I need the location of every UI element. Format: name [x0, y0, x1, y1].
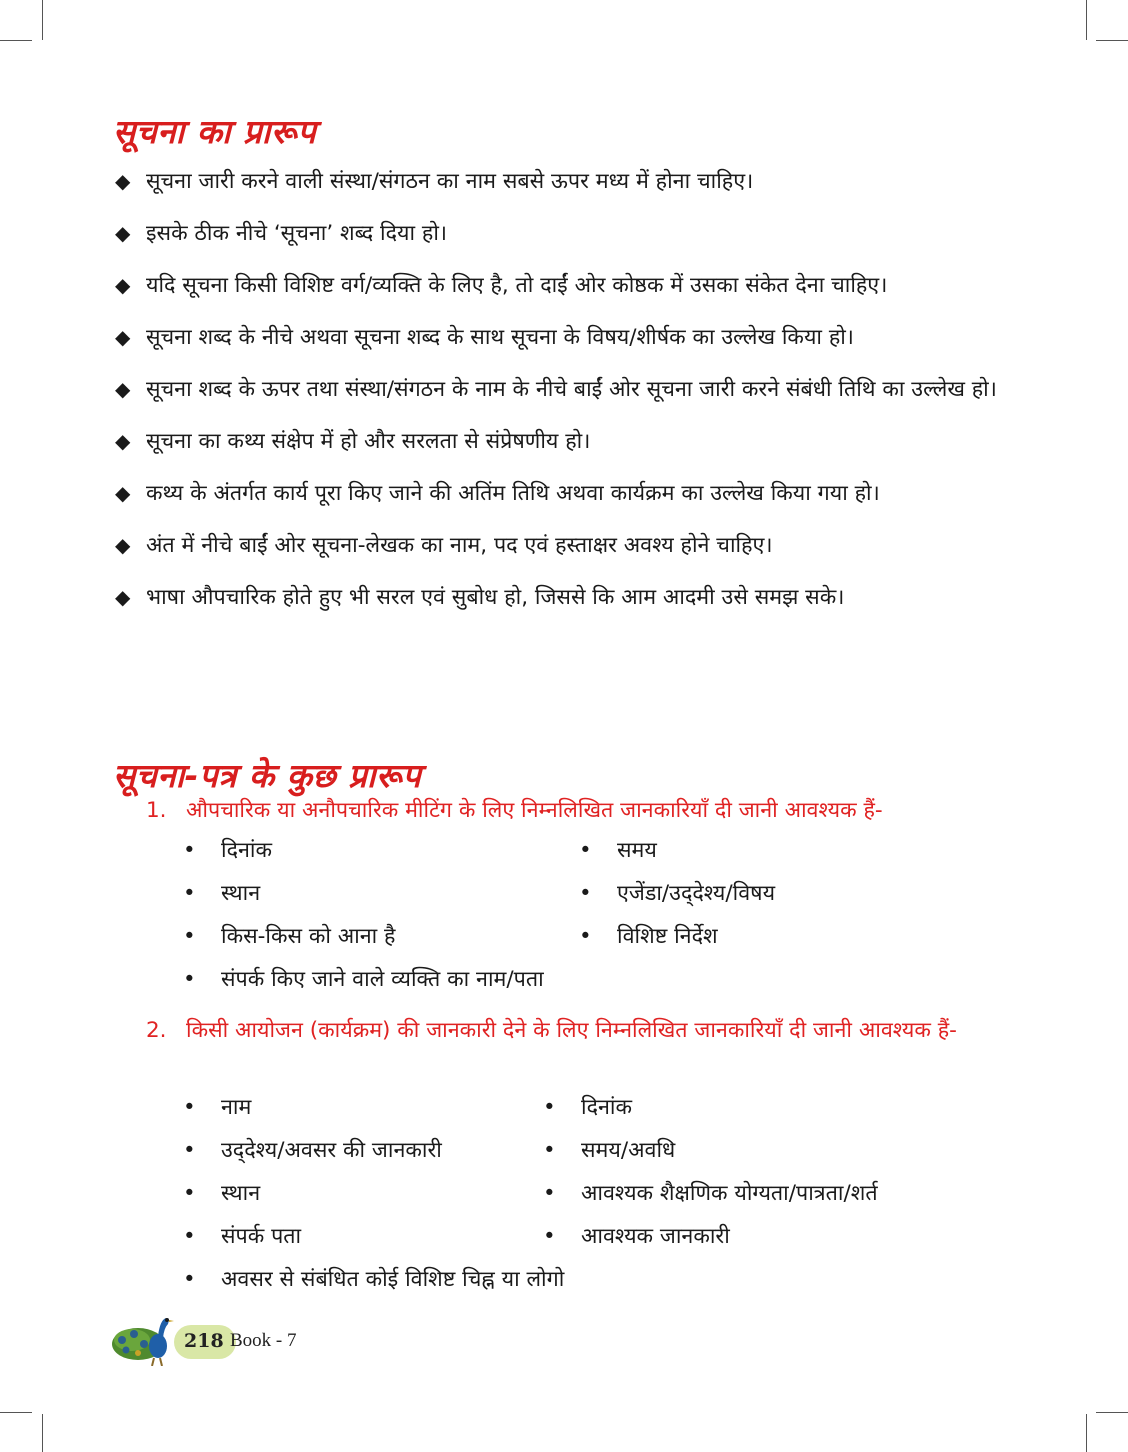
diamond-bullet-icon: ◆	[115, 429, 131, 453]
diamond-bullet-icon: ◆	[115, 169, 131, 193]
bullet-dot-icon: •	[543, 1224, 556, 1249]
list-item: • संपर्क पता	[183, 1222, 301, 1252]
list-item: • संपर्क किए जाने वाले व्यक्ति का नाम/पता	[183, 965, 544, 995]
list-item: • समय/अवधि	[543, 1136, 675, 1166]
numbered-item-2	[146, 1009, 1026, 1053]
crop-mark-bottom-right-h	[1096, 1412, 1128, 1413]
item-title: औपचारिक या अनौपचारिक मीटिंग के लिए निम्नलिखित जानकारियाँ दी जानी आवश्यक हैं-	[186, 798, 883, 823]
crop-mark-top-left-v	[42, 0, 43, 40]
page-footer	[108, 1316, 368, 1366]
book-label: Book - 7	[230, 1330, 297, 1351]
numbered-item-1	[146, 789, 1026, 833]
list-item: • स्थान	[183, 879, 260, 909]
bullet-dot-icon: •	[183, 924, 196, 949]
list-item: • नाम	[183, 1093, 251, 1123]
list-item: • आवश्यक शैक्षणिक योग्यता/पात्रता/शर्त	[543, 1179, 878, 1209]
list-item: ◆ कथ्य के अंतर्गत कार्य पूरा किए जाने की अतिंम तिथि अथवा कार्यक्रम का उल्लेख किया गया हो।	[115, 472, 1015, 515]
list-item: • विशिष्ट निर्देश	[579, 922, 718, 952]
section-heading-format: सूचना का प्रारूप	[113, 112, 317, 151]
list-item: • आवश्यक जानकारी	[543, 1222, 730, 1252]
crop-mark-bottom-right-v	[1086, 1414, 1087, 1452]
crop-mark-bottom-left-v	[42, 1414, 43, 1452]
diamond-bullet-icon: ◆	[115, 377, 131, 401]
list-item: ◆ यदि सूचना किसी विशिष्ट वर्ग/व्यक्ति के लिए है, तो दाईं ओर कोष्ठक में उसका संकेत देना चाहिए।	[115, 264, 1015, 307]
list-item: • अवसर से संबंधित कोई विशिष्ट चिह्न या लोगो	[183, 1265, 564, 1295]
bullet-dot-icon: •	[183, 838, 196, 863]
bullet-dot-icon: •	[183, 1224, 196, 1249]
item-title: किसी आयोजन (कार्यक्रम) की जानकारी देने के लिए निम्नलिखित जानकारियाँ दी जानी आवश्यक हैं-	[186, 1018, 957, 1043]
item-number: 1.	[146, 798, 167, 823]
page-number: 218	[184, 1330, 224, 1352]
crop-mark-top-right-h	[1096, 40, 1128, 41]
list-item: • किस-किस को आना है	[183, 922, 395, 952]
diamond-bullet-icon: ◆	[115, 221, 131, 245]
crop-mark-bottom-left-h	[0, 1412, 32, 1413]
bullet-dot-icon: •	[183, 1138, 196, 1163]
bullet-dot-icon: •	[579, 838, 592, 863]
list-item: • उद्‌देश्य/अवसर की जानकारी	[183, 1136, 442, 1166]
bullet-dot-icon: •	[543, 1095, 556, 1120]
item-number: 2.	[146, 1018, 167, 1043]
diamond-bullet-icon: ◆	[115, 533, 131, 557]
diamond-bullet-icon: ◆	[115, 481, 131, 505]
list-item: ◆ भाषा औपचारिक होते हुए भी सरल एवं सुबोध हो, जिससे कि आम आदमी उसे समझ सके।	[115, 576, 1015, 619]
bullet-dot-icon: •	[183, 881, 196, 906]
list-item: • दिनांक	[543, 1093, 632, 1123]
bullet-dot-icon: •	[543, 1181, 556, 1206]
crop-mark-top-left-h	[0, 40, 32, 41]
bullet-dot-icon: •	[183, 1095, 196, 1120]
list-item: ◆ सूचना शब्द के नीचे अथवा सूचना शब्द के साथ सूचना के विषय/शीर्षक का उल्लेख किया हो।	[115, 316, 1015, 359]
list-item: • समय	[579, 836, 657, 866]
list-item: • दिनांक	[183, 836, 272, 866]
section-heading-notice-formats: सूचना-पत्र के कुछ प्रारूप	[113, 756, 422, 795]
bullet-dot-icon: •	[579, 924, 592, 949]
list-item: ◆ सूचना जारी करने वाली संस्था/संगठन का नाम सबसे ऊपर मध्य में होना चाहिए।	[115, 160, 1015, 203]
bullet-dot-icon: •	[579, 881, 592, 906]
list-item: ◆ सूचना का कथ्य संक्षेप में हो और सरलता से संप्रेषणीय हो।	[115, 420, 1015, 463]
diamond-bullet-icon: ◆	[115, 325, 131, 349]
bullet-dot-icon: •	[543, 1138, 556, 1163]
format-rules-list	[115, 160, 1015, 628]
list-item: ◆ सूचना शब्द के ऊपर तथा संस्था/संगठन के नाम के नीचे बाईं ओर सूचना जारी करने संबंधी तिथि का उल्लेख हो।	[115, 368, 1015, 411]
list-item: • स्थान	[183, 1179, 260, 1209]
list-item: • एजेंडा/उद्‌देश्य/विषय	[579, 879, 775, 909]
bullet-dot-icon: •	[183, 967, 196, 992]
diamond-bullet-icon: ◆	[115, 585, 131, 609]
crop-mark-top-right-v	[1086, 0, 1087, 40]
bullet-dot-icon: •	[183, 1181, 196, 1206]
list-item: ◆ इसके ठीक नीचे ‘सूचना’ शब्द दिया हो।	[115, 212, 1015, 255]
bullet-dot-icon: •	[183, 1267, 196, 1292]
list-item: ◆ अंत में नीचे बाईं ओर सूचना-लेखक का नाम, पद एवं हस्ताक्षर अवश्य होने चाहिए।	[115, 524, 1015, 567]
diamond-bullet-icon: ◆	[115, 273, 131, 297]
